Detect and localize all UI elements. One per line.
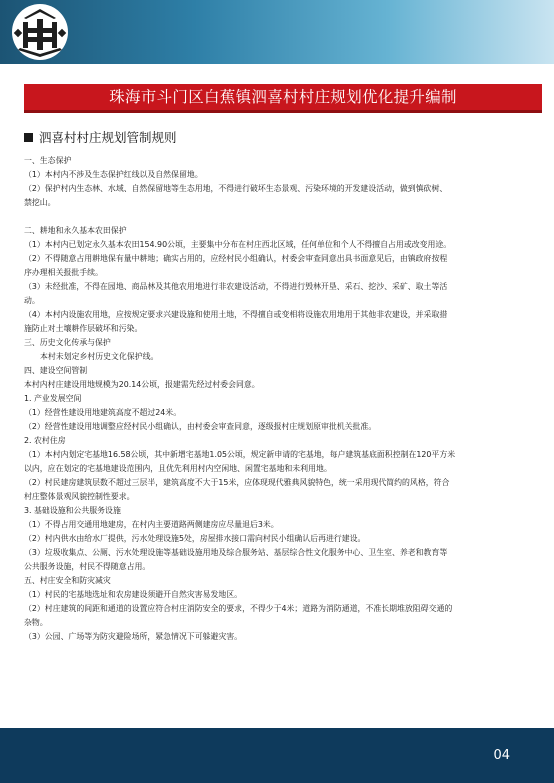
text-line: 四、建设空间管制 [24, 366, 88, 375]
text-line: 1. 产业发展空间 [24, 394, 82, 403]
page-number: 04 [493, 748, 510, 763]
text-line: （1）不得占用交通用地建房，在村内主要道路两侧建房应尽量退后3米。 [24, 520, 279, 529]
text-line: （4）本村内设施农用地，应按规定要求兴建设施和使用土地，不得擅自或变相将设施农用地用于其他非农建设，并采取措 [24, 310, 448, 319]
text-line: （3）未经批准，不得在园地、商品林及其他农用地进行非农建设活动，不得进行毁林开垦、采石、挖沙、采矿、取土等活 [24, 282, 448, 291]
page-title: 珠海市斗门区白蕉镇泗喜村村庄规划优化提升编制 [109, 88, 457, 106]
top-banner [0, 0, 554, 64]
text-line: 以内，应在划定的宅基地建设范围内，且优先利用村内空闲地、闲置宅基地和未利用地。 [24, 464, 332, 473]
text-line: 序办理相关报批手续。 [24, 268, 103, 277]
text-line: 3. 基础设施和公共服务设施 [24, 506, 121, 515]
title-bar [24, 84, 542, 113]
spacer [24, 210, 524, 224]
square-bullet-icon [24, 133, 33, 142]
text-line: 禁挖山。 [24, 198, 56, 207]
village-emblem-icon [12, 4, 68, 60]
text-line: 杂物。 [24, 618, 48, 627]
text-line: （1）村民的宅基地选址和农房建设须避开自然灾害易发地区。 [24, 590, 243, 599]
text-line: （2）村民建房建筑层数不超过三层半，建筑高度不大于15米，应体现现代雅典风貌特色，统一采用现代简约的风格，符合 [24, 478, 450, 487]
section-title: 泗喜村村庄规划管制规则 [39, 130, 177, 145]
text-line: （2）保护村内生态林、水域、自然保留地等生态用地，不得进行破坏生态景观、污染环境的开发建设活动，做到慎砍树、 [24, 184, 448, 193]
text-line: （2）经营性建设用地调整应经村民小组确认，由村委会审查同意，逐级报村庄规划原审批机关批准。 [24, 422, 377, 431]
text-line: 五、村庄安全和防灾减灾 [24, 576, 111, 585]
text-line: 动。 [24, 296, 40, 305]
text-line: 施防止对土壤耕作层破坏和污染。 [24, 324, 143, 333]
text-line: （2）不得随意占用耕地保有量中耕地；确实占用的，应经村民小组确认，村委会审查同意出具书面意见后，由镇政府按程 [24, 254, 448, 263]
text-line: （1）经营性建设用地建筑高度不超过24米。 [24, 408, 182, 417]
text-line: （1）本村内已划定永久基本农田154.90公顷，主要集中分布在村庄西北区域，任何单位和个人不得擅自占用或改变用途。 [24, 240, 452, 249]
text-line: （2）村庄建筑的间距和通道的设置应符合村庄消防安全的要求，不得少于4米；道路为消防通道，不准长期堆放阻碍交通的 [24, 604, 453, 613]
text-line: 三、历史文化传承与保护 [24, 338, 111, 347]
text-line: 村庄整体景观风貌控制性要求。 [24, 492, 135, 501]
text-line: 一、生态保护 [24, 156, 72, 165]
text-line: 本村内村庄建设用地规模为20.14公顷，报建需先经过村委会同意。 [24, 380, 260, 389]
text-line: 二、耕地和永久基本农田保护 [24, 226, 127, 235]
text-line: 公共服务设施，村民不得随意占用。 [24, 562, 151, 571]
text-line: （3）公园、广场等为防灾避险场所，紧急情况下可躲避灾害。 [24, 632, 243, 641]
section-heading [24, 128, 177, 146]
text-line: （1）本村内不涉及生态保护红线以及自然保留地。 [24, 170, 203, 179]
text-line: 2. 农村住房 [24, 436, 66, 445]
footer-band [0, 728, 554, 783]
text-line: （1）本村内划定宅基地16.58公顷，其中新增宅基地1.05公顷，规定新申请的宅基地，每户建筑基底面积控制在120平方米 [24, 450, 456, 459]
text-line: （2）村内供水由给水厂提供，污水处理设施5处，房屋排水接口需向村民小组确认后再进行建设。 [24, 534, 366, 543]
text-line: 本村未划定乡村历史文化保护线。 [40, 352, 159, 361]
text-line: （3）垃圾收集点、公厕、污水处理设施等基础设施用地及综合服务站、基层综合性文化服务中心、卫生室、养老和教育等 [24, 548, 448, 557]
body-text [24, 154, 524, 644]
